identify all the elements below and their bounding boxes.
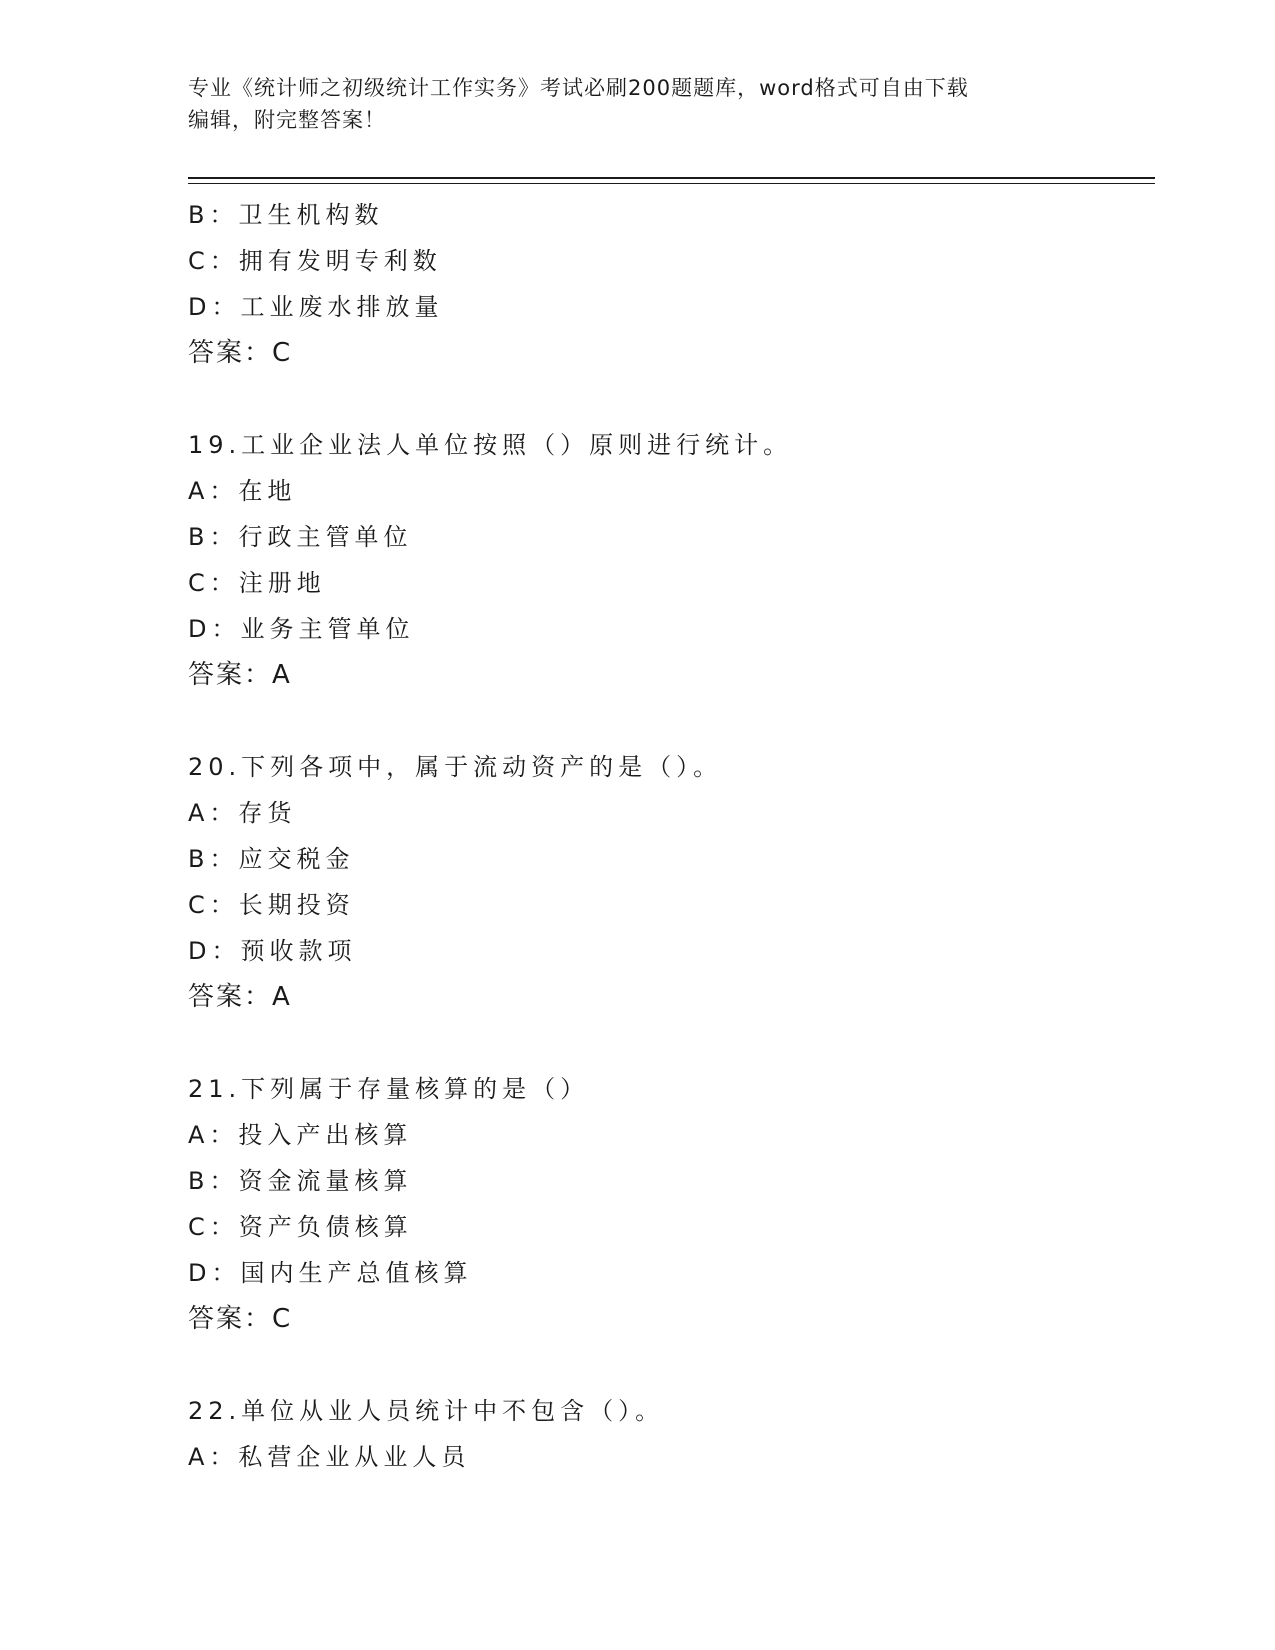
header-line-1: 专业《统计师之初级统计工作实务》考试必刷200题题库，word格式可自由下载 [188, 76, 969, 100]
block-spacer [188, 1342, 1155, 1388]
option-c: C：拥有发明专利数 [188, 247, 442, 275]
block-spacer [188, 1020, 1155, 1066]
block-spacer [188, 698, 1155, 744]
option-d: D：国内生产总值核算 [188, 1259, 473, 1287]
question-block [188, 1388, 1155, 1480]
option-d: D：业务主管单位 [188, 615, 415, 643]
answer-line: 答案：C [188, 1304, 293, 1334]
question-list [188, 192, 1155, 1480]
answer-line: 答案：C [188, 338, 293, 368]
option-d: D：工业废水排放量 [188, 293, 444, 321]
document-header [188, 72, 1068, 136]
question-block [188, 744, 1155, 1020]
option-c: C：注册地 [188, 569, 326, 597]
option-c: C：资产负债核算 [188, 1213, 413, 1241]
question-text: 20.下列各项中，属于流动资产的是（）。 [188, 753, 723, 781]
block-spacer [188, 376, 1155, 422]
question-text: 21.下列属于存量核算的是（） [188, 1075, 590, 1103]
option-b: B：应交税金 [188, 845, 355, 873]
question-block [188, 422, 1155, 698]
question-text: 19.工业企业法人单位按照（）原则进行统计。 [188, 431, 793, 459]
option-a: A：私营企业从业人员 [188, 1443, 471, 1471]
option-b: B：行政主管单位 [188, 523, 413, 551]
answer-line: 答案：A [188, 660, 292, 690]
header-line-2: 编辑，附完整答案！ [188, 108, 386, 132]
option-d: D：预收款项 [188, 937, 357, 965]
question-text: 22.单位从业人员统计中不包含（）。 [188, 1397, 665, 1425]
option-a: A：存货 [188, 799, 297, 827]
header-divider-thick [188, 177, 1155, 179]
question-block [188, 192, 1155, 376]
answer-line: 答案：A [188, 982, 292, 1012]
option-c: C：长期投资 [188, 891, 355, 919]
question-block [188, 1066, 1155, 1342]
option-b: B：卫生机构数 [188, 201, 384, 229]
option-a: A：在地 [188, 477, 297, 505]
header-divider-thin [188, 183, 1155, 184]
option-a: A：投入产出核算 [188, 1121, 413, 1149]
option-b: B：资金流量核算 [188, 1167, 413, 1195]
